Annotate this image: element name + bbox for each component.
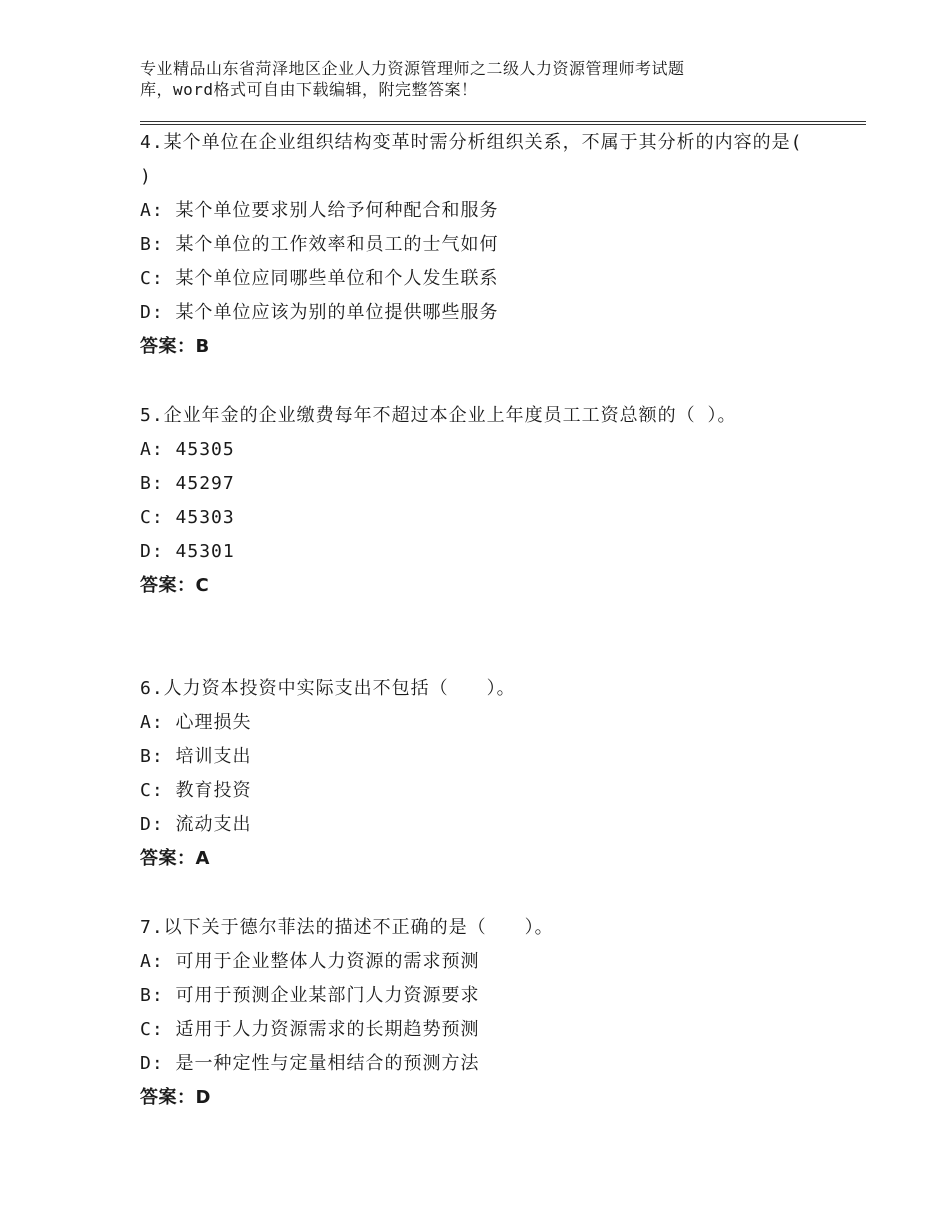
option-b: [140, 228, 820, 262]
option-d: [140, 296, 820, 330]
option-b: [140, 979, 820, 1013]
option-c: [140, 501, 820, 535]
option-key: C:: [140, 780, 164, 801]
option-text: 流动支出: [175, 814, 252, 835]
option-c: [140, 774, 820, 808]
option-key: B:: [140, 473, 164, 494]
option-key: B:: [140, 985, 164, 1006]
option-key: C:: [140, 1019, 164, 1040]
option-text: 45297: [175, 473, 235, 494]
question-6: [140, 672, 820, 876]
option-key: C:: [140, 507, 164, 528]
option-b: [140, 467, 820, 501]
question-stem: 4.某个单位在企业组织结构变革时需分析组织关系，不属于其分析的内容的是( ): [140, 132, 803, 187]
question-stem: 6.人力资本投资中实际支出不包括（ ）。: [140, 678, 516, 699]
option-text: 某个单位的工作效率和员工的士气如何: [175, 234, 499, 255]
question-stem: 7.以下关于德尔菲法的描述不正确的是（ ）。: [140, 917, 554, 938]
header-rule-bottom: [140, 124, 866, 125]
option-key: A:: [140, 200, 164, 221]
option-text: 培训支出: [175, 746, 252, 767]
option-key: D:: [140, 302, 164, 323]
question-5: [140, 399, 820, 603]
option-text: 心理损失: [175, 712, 252, 733]
option-text: 是一种定性与定量相结合的预测方法: [175, 1053, 480, 1074]
option-key: A:: [140, 951, 164, 972]
header-rule-top: [140, 121, 866, 122]
option-key: D:: [140, 1053, 164, 1074]
header-line-1: 专业精品山东省菏泽地区企业人力资源管理师之二级人力资源管理师考试题: [140, 59, 685, 78]
option-text: 45305: [175, 439, 235, 460]
option-key: D:: [140, 541, 164, 562]
answer-label: 答案：D: [140, 1087, 211, 1108]
option-key: A:: [140, 439, 164, 460]
option-text: 某个单位应该为别的单位提供哪些服务: [175, 302, 499, 323]
option-a: [140, 433, 820, 467]
option-key: B:: [140, 234, 164, 255]
option-c: [140, 262, 820, 296]
answer-label: 答案：B: [140, 336, 210, 357]
option-text: 教育投资: [175, 780, 252, 801]
option-key: A:: [140, 712, 164, 733]
option-d: [140, 808, 820, 842]
option-a: [140, 945, 820, 979]
option-key: B:: [140, 746, 164, 767]
question-7: [140, 911, 820, 1115]
question-stem: 5.企业年金的企业缴费每年不超过本企业上年度员工工资总额的（ ）。: [140, 405, 737, 426]
answer-label: 答案：C: [140, 575, 210, 596]
option-key: C:: [140, 268, 164, 289]
question-4: [140, 126, 820, 364]
option-d: [140, 1047, 820, 1081]
option-text: 可用于企业整体人力资源的需求预测: [175, 951, 480, 972]
header-line-2: 库，word格式可自由下载编辑，附完整答案！: [140, 80, 478, 99]
option-text: 某个单位应同哪些单位和个人发生联系: [175, 268, 499, 289]
option-text: 45301: [175, 541, 235, 562]
option-d: [140, 535, 820, 569]
option-text: 可用于预测企业某部门人力资源要求: [175, 985, 480, 1006]
option-c: [140, 1013, 820, 1047]
option-key: D:: [140, 814, 164, 835]
option-text: 某个单位要求别人给予何种配合和服务: [175, 200, 499, 221]
option-text: 适用于人力资源需求的长期趋势预测: [175, 1019, 480, 1040]
option-a: [140, 706, 820, 740]
option-text: 45303: [175, 507, 235, 528]
document-header: [140, 58, 840, 100]
answer-label: 答案：A: [140, 848, 210, 869]
option-a: [140, 194, 820, 228]
option-b: [140, 740, 820, 774]
